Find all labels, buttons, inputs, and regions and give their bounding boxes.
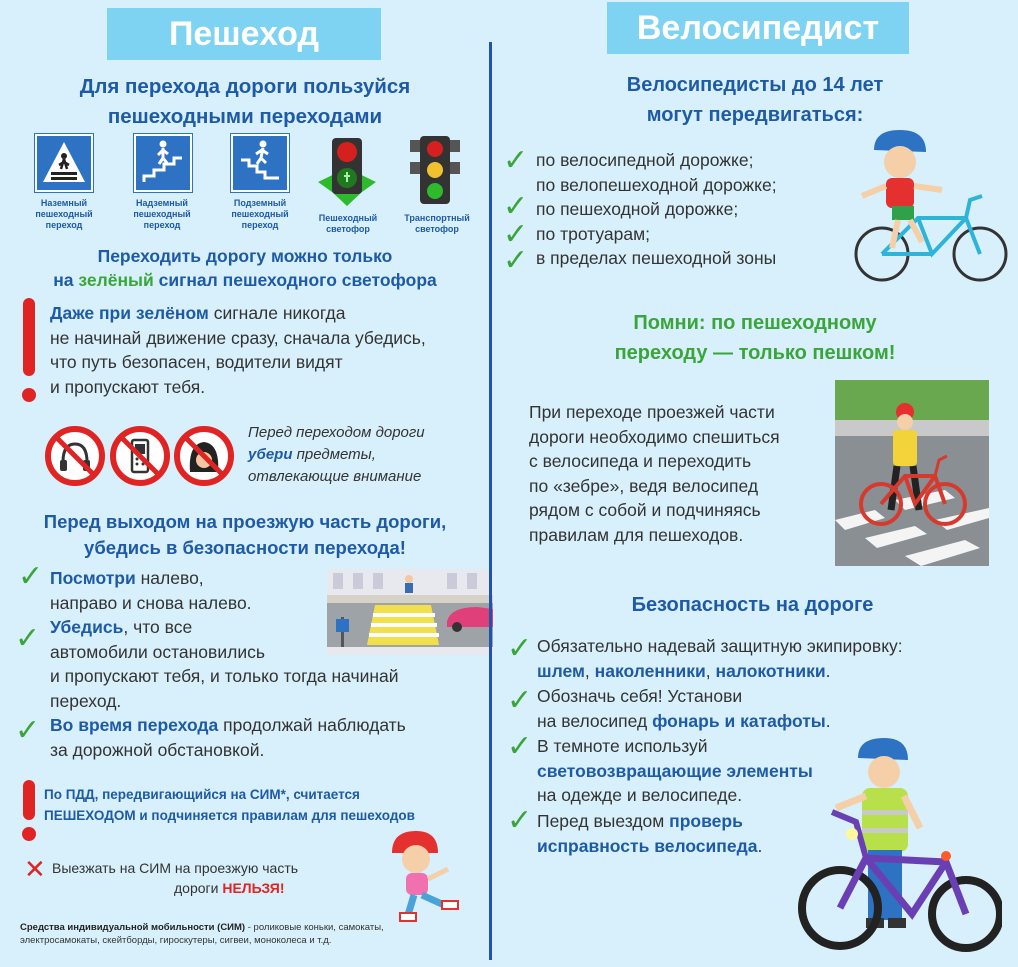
safety-check-heading: Перед выходом на проезжую часть дороги, убедись в безопасности перехода! xyxy=(43,511,447,558)
check-while-crossing: Во время перехода продолжай наблюдать за дорожной обстановкой. xyxy=(50,715,406,760)
no-hood-icon xyxy=(174,426,234,486)
green-signal-text: Переходить дорогу можно только на зелёный сигнал пешеходного светофора xyxy=(53,246,437,290)
safety-item-lights: Обозначь себя! Установи на велосипед фонарь и катафоты. xyxy=(537,686,831,731)
remember-heading: Помни: по пешеходному переходу — только пешком! xyxy=(614,312,896,364)
safety-item-reflective: В темноте используй световозвращающие элементы на одежде и велосипеде. xyxy=(537,736,813,806)
no-phone-icon xyxy=(110,426,170,486)
list-item: по велопешеходной дорожке; xyxy=(536,174,777,195)
safety-item-gear: Обязательно надевай защитную экипировку: шлем, наколенники, налокотники. xyxy=(537,636,903,681)
road-safety-heading: Безопасность на дороге xyxy=(631,594,874,616)
list-item: по тротуарам; xyxy=(536,223,651,244)
exclamation-dot xyxy=(22,827,36,841)
boy-with-bicycle-illustration xyxy=(796,738,1002,960)
no-headphones-icon xyxy=(45,426,105,486)
boy-on-bicycle-illustration xyxy=(852,130,1010,290)
sign-caption: Пешеходный светофор xyxy=(318,213,378,234)
checkmark-icon: ✓ xyxy=(507,632,533,665)
exclamation-icon xyxy=(23,780,35,820)
list-item: по пешеходной дорожке; xyxy=(536,199,739,220)
checkmark-icon: ✓ xyxy=(507,804,533,837)
list-item: по велосипедной дорожке; xyxy=(536,150,754,170)
checkmark-icon: ✓ xyxy=(503,144,529,177)
checkmark-icon: ✓ xyxy=(503,244,529,277)
sim-ban-text: Выезжать на СИМ на проезжую часть дороги НЕЛЬЗЯ! xyxy=(52,860,299,896)
column-divider xyxy=(489,42,492,960)
cyclist-walking-bike-photo xyxy=(835,380,989,566)
check-look: Посмотри налево, направо и снова налево. xyxy=(50,568,252,613)
pedestrian-light-icon xyxy=(318,134,376,206)
warning-green-text: Даже при зелёном сигнале никогда не начинай движение сразу, сначала убедись, что путь безопасен, водители видят и пропускают тебя. xyxy=(50,303,426,397)
crosswalk-illustration xyxy=(327,569,493,655)
cyclist-banner-title: Велосипедист xyxy=(636,9,880,47)
checkmark-icon: ✓ xyxy=(503,218,529,251)
sign-caption: Надземный пешеходный переход xyxy=(133,198,191,230)
underpass-sign-icon xyxy=(231,134,289,192)
sign-caption: Транспортный светофор xyxy=(404,213,470,234)
list-item: в пределах пешеходной зоны xyxy=(536,248,777,269)
pedestrian-banner-title: Пешеход xyxy=(168,15,320,53)
dismount-text: При переходе проезжей части дороги необходимо спешиться с велосипеда и переходить по «зебре», ведя велосипед рядом с собой и подчиняясь правилам для пешеходов. xyxy=(529,402,780,545)
overpass-sign-icon xyxy=(134,134,192,192)
checkmark-icon: ✓ xyxy=(503,190,529,223)
distractions-text: Перед переходом дороги убери предметы, отвлекающие внимание xyxy=(248,424,425,485)
check-make-sure: Убедись, что все автомобили остановились и пропускают тебя, и только тогда начинай переход. xyxy=(50,617,399,711)
safety-item-check-bike: Перед выездом проверь исправность велосипеда. xyxy=(537,811,763,856)
cyclist-banner xyxy=(607,2,909,54)
sign-caption: Подземный пешеходный переход xyxy=(231,198,289,230)
sign-caption: Наземный пешеходный переход xyxy=(35,198,93,230)
traffic-light-icon xyxy=(406,134,464,206)
crosswalk-heading: Для перехода дороги пользуйся пешеходными переходами xyxy=(79,75,411,128)
pedestrian-banner xyxy=(107,8,381,60)
checkmark-icon: ✓ xyxy=(15,622,41,655)
cyclist-heading: Велосипедисты до 14 лет могут передвигаться: xyxy=(626,74,884,126)
exclamation-dot xyxy=(22,388,36,402)
sim-rule-text: По ПДД, передвигающийся на СИМ*, считается ПЕШЕХОДОМ и подчиняется правилам для пешеходов xyxy=(44,787,415,823)
checkmark-icon: ✓ xyxy=(507,684,533,717)
cross-icon: ✕ xyxy=(24,854,46,884)
footnote: Средства индивидуальной мобильности (СИМ) - роликовые коньки, самокаты, электросамокаты, скейтборды, гироскутеры, сигвеи, моноколеса и т.д. xyxy=(20,922,384,946)
roller-skater-illustration xyxy=(378,825,478,930)
checkmark-icon: ✓ xyxy=(507,730,533,763)
checkmark-icon: ✓ xyxy=(15,714,41,747)
checkmark-icon: ✓ xyxy=(18,560,44,593)
crosswalk-sign-icon xyxy=(35,134,93,192)
exclamation-icon xyxy=(23,298,35,376)
